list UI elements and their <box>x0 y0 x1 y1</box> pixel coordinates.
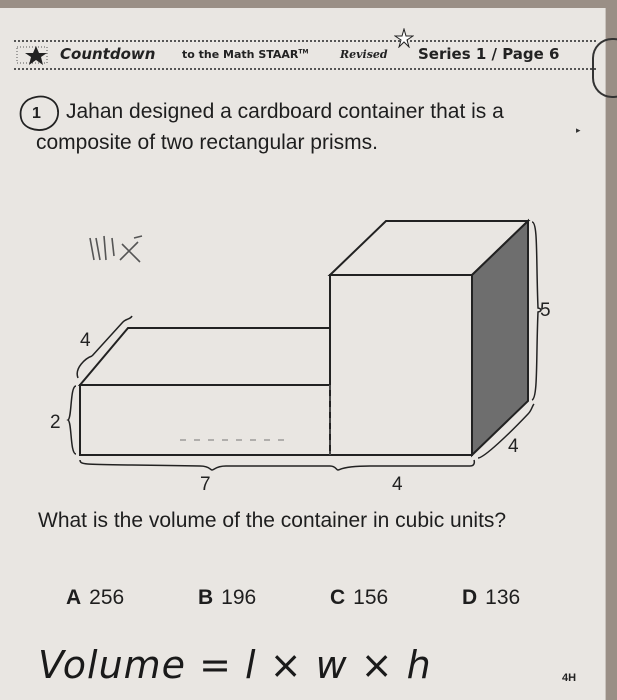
label-depth-left: 4 <box>80 330 91 351</box>
choice-letter: A <box>66 586 82 609</box>
answer-choices <box>66 586 586 618</box>
answer-choice-a[interactable] <box>66 586 124 610</box>
trademark-mark: TM <box>298 48 309 56</box>
header-dotted-rule-bottom <box>14 68 596 70</box>
handwritten-formula <box>36 628 496 698</box>
header-revised: Revised <box>340 48 388 61</box>
choice-value: 196 <box>221 586 257 609</box>
height-left-brace <box>68 386 76 454</box>
countdown-logo-icon <box>16 44 60 66</box>
worksheet-page <box>0 8 606 700</box>
question-text: Jahan designed a cardboard container that is a composite of two rectangular prisms. <box>36 100 504 154</box>
composite-prism-diagram <box>40 208 560 498</box>
header-title: Countdown <box>60 45 156 63</box>
stray-mark: ▸ <box>576 125 581 135</box>
choice-value: 256 <box>89 586 125 609</box>
length-brace <box>80 460 474 470</box>
label-height-right: 5 <box>540 300 551 321</box>
page-tab-outline <box>592 38 617 98</box>
answer-choice-b[interactable] <box>198 586 256 610</box>
label-height-left: 2 <box>50 412 61 433</box>
choice-letter: D <box>462 586 478 609</box>
label-length-right: 4 <box>392 474 403 495</box>
choice-letter: B <box>198 586 214 609</box>
series-page-label: Series 1 / Page 6 <box>418 45 560 63</box>
question-number: 1 <box>32 105 41 122</box>
label-depth-right: 4 <box>508 436 519 457</box>
header-subtitle <box>182 48 308 61</box>
worksheet-header <box>14 40 596 70</box>
header-dotted-rule-top <box>14 40 596 42</box>
handwritten-formula-text: Volume = l × w × h <box>38 643 432 687</box>
header-subtitle-text: to the Math STAAR <box>182 48 299 61</box>
answer-choice-c[interactable] <box>330 586 388 610</box>
small-prism-top-face <box>80 328 330 385</box>
small-prism-front-face <box>80 385 330 455</box>
label-length-left: 7 <box>200 474 211 495</box>
large-prism-front-face <box>330 275 472 455</box>
star-icon <box>394 28 414 48</box>
choice-letter: C <box>330 586 346 609</box>
answer-choice-d[interactable] <box>462 586 520 610</box>
choice-value: 156 <box>353 586 389 609</box>
page-code: 4H <box>562 672 577 684</box>
choice-value: 136 <box>485 586 521 609</box>
question-prompt: What is the volume of the container in cubic units? <box>38 509 507 532</box>
